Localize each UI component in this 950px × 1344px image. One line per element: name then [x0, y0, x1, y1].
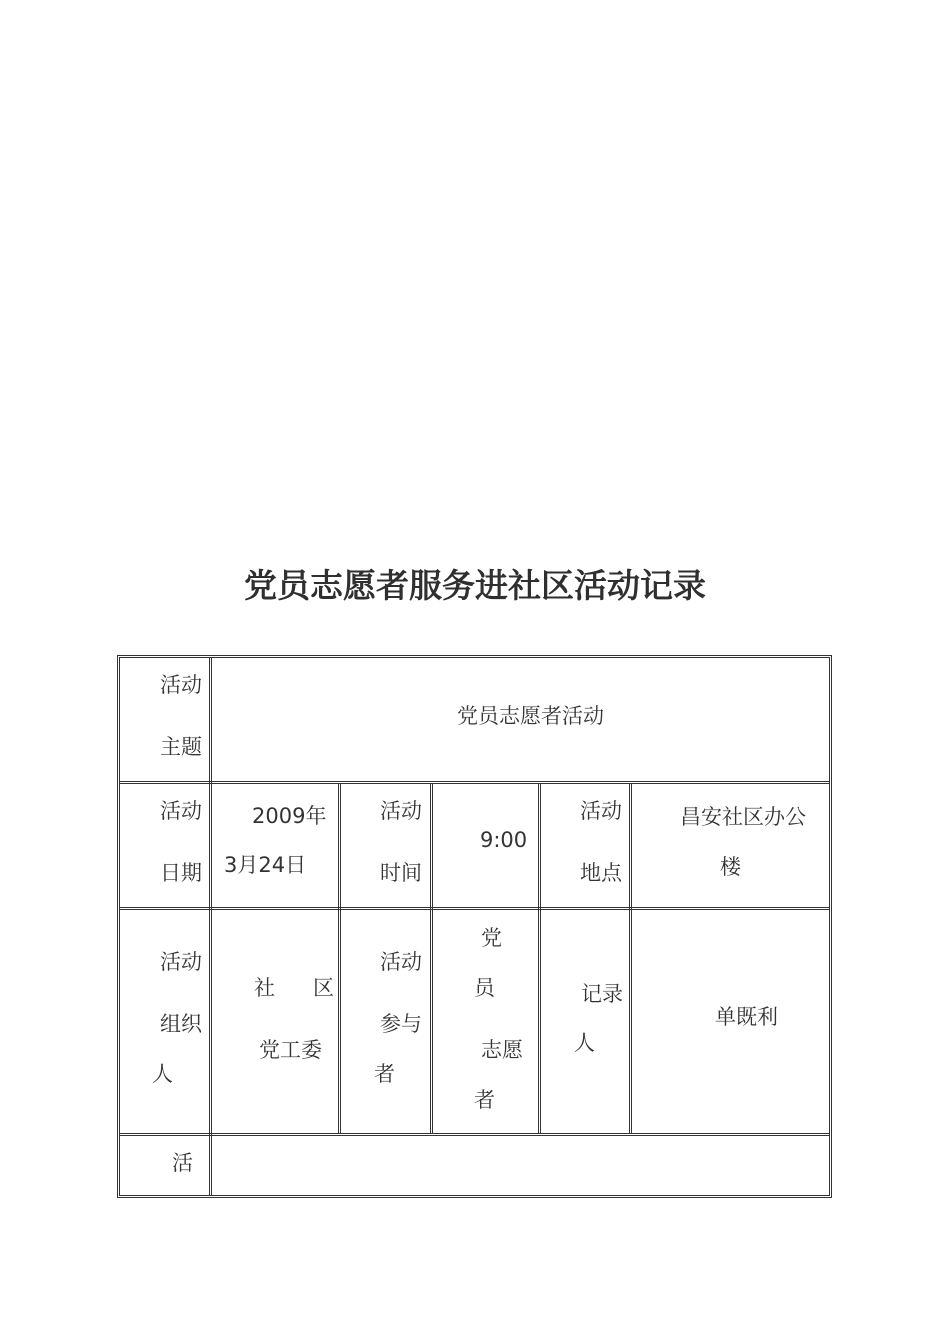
date-label-line2: 日期 — [160, 861, 202, 885]
time-value: 9:00 — [480, 828, 528, 852]
col-divider-3b — [432, 783, 433, 1134]
organizer-label-line1: 活动 — [160, 950, 202, 974]
theme-label-line1: 活动 — [160, 673, 202, 697]
page-title: 党员志愿者服务进社区活动记录 — [244, 566, 706, 605]
recorder-label-line1: 记录 — [581, 982, 623, 1006]
participant-value-line2: 员 — [474, 976, 495, 1000]
table-border-right — [831, 655, 832, 1198]
row-divider-1 — [119, 781, 830, 782]
organizer-value-line2: 党工委 — [259, 1038, 322, 1062]
col-divider-5b — [631, 783, 632, 1134]
date-label-line1: 活动 — [160, 799, 202, 823]
row-divider-2 — [119, 907, 830, 908]
participant-value-line3: 志愿 — [481, 1038, 523, 1062]
col-divider-1 — [209, 657, 210, 1196]
content-label-partial: 活 — [172, 1151, 193, 1175]
table-border-top-inner — [119, 657, 830, 658]
theme-value: 党员志愿者活动 — [457, 704, 604, 728]
place-label-line1: 活动 — [580, 799, 622, 823]
table-border-left — [117, 655, 118, 1198]
theme-label-line2: 主题 — [160, 735, 202, 759]
row-divider-3 — [119, 1133, 830, 1134]
organizer-label-line2: 组织 — [160, 1012, 202, 1036]
participant-value-line1: 党 — [481, 926, 502, 950]
organizer-value-char2: 区 — [313, 976, 334, 1000]
row-divider-1b — [119, 783, 830, 784]
date-value-line1: 2009年 — [252, 804, 327, 828]
recorder-label-line2: 人 — [574, 1031, 595, 1055]
participant-value-line4: 者 — [474, 1088, 495, 1112]
organizer-value-char1: 社 — [254, 976, 275, 1000]
participant-label-line1: 活动 — [380, 950, 422, 974]
col-divider-1b — [211, 657, 212, 1196]
col-divider-2 — [338, 783, 339, 1134]
participant-label-line3: 者 — [374, 1062, 395, 1086]
col-divider-5 — [629, 783, 630, 1134]
col-divider-3 — [430, 783, 431, 1134]
table-border-bottom-inner — [119, 1195, 830, 1196]
col-divider-4 — [538, 783, 539, 1134]
place-value-line1: 昌安社区办公 — [680, 805, 806, 829]
table-border-bottom — [117, 1197, 832, 1198]
recorder-value: 单既利 — [715, 1005, 778, 1029]
place-label-line2: 地点 — [580, 861, 622, 885]
organizer-label-line3: 人 — [152, 1062, 173, 1086]
table-border-right-inner — [829, 657, 830, 1196]
row-divider-3b — [119, 1135, 830, 1136]
time-label-line1: 活动 — [380, 799, 422, 823]
row-divider-2b — [119, 909, 830, 910]
date-value-line2: 3月24日 — [224, 853, 307, 877]
col-divider-4b — [540, 783, 541, 1134]
table-border-top — [117, 655, 832, 656]
time-label-line2: 时间 — [380, 861, 422, 885]
col-divider-2b — [340, 783, 341, 1134]
table-border-left-inner — [119, 657, 120, 1196]
participant-label-line2: 参与 — [380, 1012, 422, 1036]
place-value-line2: 楼 — [720, 855, 741, 879]
